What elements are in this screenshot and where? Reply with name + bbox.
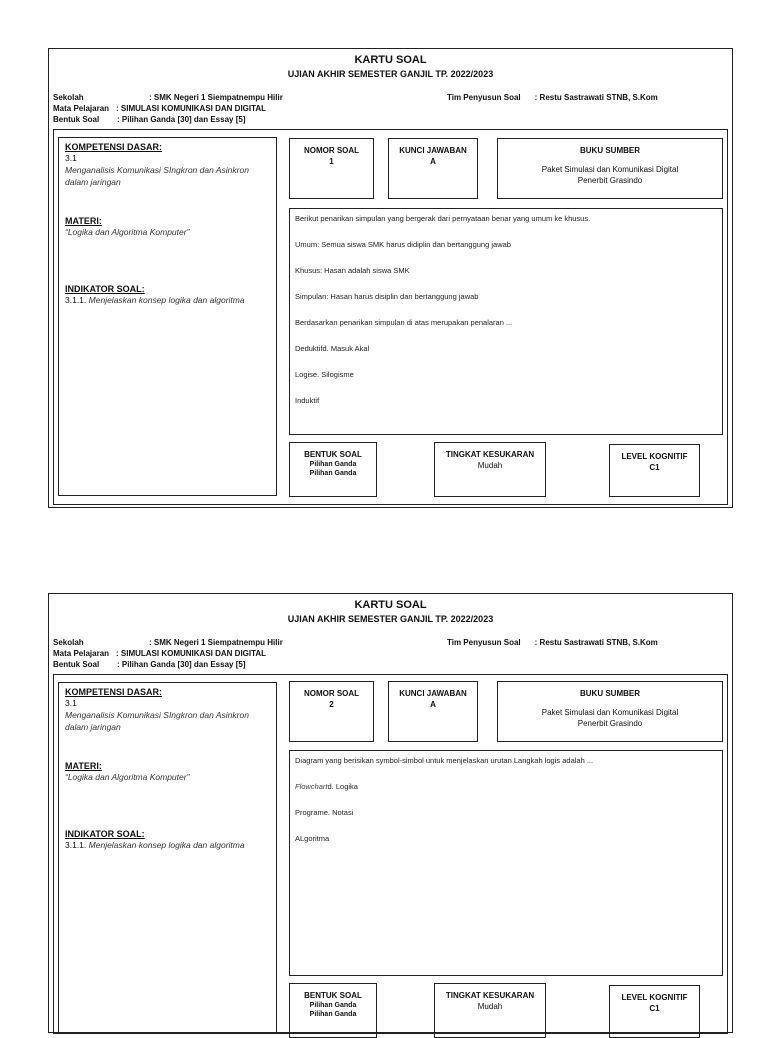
bentuk-soal-box bbox=[289, 442, 377, 497]
tingkat-kesukaran-value: Mudah bbox=[477, 461, 503, 470]
indikator-row bbox=[65, 839, 270, 851]
tingkat-kesukaran-box bbox=[434, 983, 546, 1038]
kunci-jawaban-box bbox=[388, 138, 478, 199]
question-card-2 bbox=[48, 593, 733, 1033]
card-subtitle: UJIAN AKHIR SEMESTER GANJIL TP. 2022/2023 bbox=[287, 614, 494, 624]
answer-option: Programe. Notasi bbox=[295, 808, 354, 817]
answer-option bbox=[295, 781, 717, 807]
kompetensi-number: 3.1 bbox=[65, 153, 77, 163]
card-body bbox=[53, 129, 728, 505]
card-title: KARTU SOAL bbox=[354, 54, 427, 66]
tingkat-kesukaran-value: Mudah bbox=[477, 1002, 503, 1011]
nomor-soal-value: 1 bbox=[329, 157, 334, 166]
nomor-soal-label: NOMOR SOAL bbox=[303, 689, 360, 698]
mapel-label: Mata Pelajaran bbox=[53, 649, 110, 658]
bentuk-soal-value-1: Pilihan Ganda bbox=[309, 1002, 357, 1009]
nomor-soal-box bbox=[289, 681, 374, 742]
bentuk-soal-value-1: Pilihan Ganda bbox=[309, 461, 357, 468]
sekolah-value: : SMK Negeri 1 Siempatnempu Hilir bbox=[149, 638, 283, 647]
flowchart-word: Flowchart bbox=[295, 782, 328, 791]
question-box bbox=[289, 750, 723, 976]
tim-label: Tim Penyusun Soal bbox=[447, 93, 521, 102]
indikator-text: Menjelaskan konsep logika dan algoritma bbox=[88, 295, 245, 305]
level-kognitif-value: C1 bbox=[649, 463, 660, 472]
question-line: Umum: Semua siswa SMK harus didiplin dan bertanggung jawab bbox=[295, 240, 511, 249]
kompetensi-heading: KOMPETENSI DASAR: bbox=[65, 687, 163, 697]
materi-heading: MATERI: bbox=[65, 761, 102, 771]
mapel-value: : SIMULASI KOMUNIKASI DAN DIGITAL bbox=[116, 104, 267, 113]
answer-option: Induktif bbox=[295, 396, 320, 405]
buku-sumber-label: BUKU SUMBER bbox=[580, 689, 640, 698]
nomor-soal-label: NOMOR SOAL bbox=[303, 146, 360, 155]
nomor-soal-box bbox=[289, 138, 374, 199]
bentuk-value: : Pilihan Ganda [30] dan Essay [5] bbox=[117, 115, 246, 124]
materi-text: “Logika dan Algoritma Komputer” bbox=[65, 772, 190, 782]
indikator-number: 3.1.1. bbox=[65, 840, 87, 850]
buku-sumber-value-1: Paket Simulasi dan Komunikasi Digital bbox=[541, 708, 679, 717]
bentuk-row bbox=[53, 660, 245, 669]
mapel-row bbox=[53, 649, 266, 658]
kompetensi-heading: KOMPETENSI DASAR: bbox=[65, 142, 163, 152]
bentuk-label: Bentuk Soal bbox=[53, 115, 100, 124]
card-subtitle: UJIAN AKHIR SEMESTER GANJIL TP. 2022/2023 bbox=[287, 69, 494, 79]
sekolah-row bbox=[53, 638, 283, 647]
mapel-value: : SIMULASI KOMUNIKASI DAN DIGITAL bbox=[116, 649, 267, 658]
answer-option-text: d. Logika bbox=[327, 782, 358, 791]
indikator-number: 3.1.1. bbox=[65, 295, 87, 305]
bentuk-soal-box bbox=[289, 983, 377, 1038]
answer-option: Deduktifd. Masuk Akal bbox=[295, 344, 370, 353]
buku-sumber-box bbox=[497, 138, 723, 199]
bentuk-value: : Pilihan Ganda [30] dan Essay [5] bbox=[117, 660, 246, 669]
level-kognitif-value: C1 bbox=[649, 1004, 660, 1013]
kunci-jawaban-box bbox=[388, 681, 478, 742]
mapel-label: Mata Pelajaran bbox=[53, 104, 110, 113]
buku-sumber-value-1: Paket Simulasi dan Komunikasi Digital bbox=[541, 165, 679, 174]
bentuk-label: Bentuk Soal bbox=[53, 660, 100, 669]
kompetensi-text: Menganalisis Komunikasi SIngkron dan Asinkron dalam jaringan bbox=[65, 710, 249, 732]
sekolah-row bbox=[53, 93, 283, 102]
left-panel bbox=[58, 682, 277, 1034]
materi-heading: MATERI: bbox=[65, 216, 102, 226]
tim-penyusun bbox=[447, 93, 658, 102]
sekolah-label: Sekolah bbox=[53, 93, 84, 102]
indikator-heading: INDIKATOR SOAL: bbox=[65, 284, 145, 294]
tim-penyusun bbox=[447, 638, 658, 647]
bentuk-soal-value-2: Pilihan Ganda bbox=[309, 470, 357, 477]
sekolah-label: Sekolah bbox=[53, 638, 84, 647]
tim-value: : Restu Sastrawati STNB, S.Kom bbox=[534, 93, 658, 102]
card-title: KARTU SOAL bbox=[354, 599, 427, 611]
left-panel bbox=[58, 137, 277, 496]
level-kognitif-box bbox=[609, 444, 700, 497]
question-line: Berdasarkan penarikan simpulan di atas merupakan penalaran ... bbox=[295, 318, 513, 327]
bentuk-soal-label: BENTUK SOAL bbox=[304, 991, 362, 1000]
tingkat-kesukaran-box bbox=[434, 442, 546, 497]
question-box bbox=[289, 208, 723, 435]
answer-option: ALgoritma bbox=[295, 834, 330, 843]
indikator-text: Menjelaskan konsep logika dan algoritma bbox=[88, 840, 245, 850]
buku-sumber-value-2: Penerbit Grasindo bbox=[577, 176, 643, 185]
kunci-jawaban-label: KUNCI JAWABAN bbox=[399, 146, 467, 155]
question-line: Diagram yang berisikan symbol-simbol untuk menjelaskan urutan Langkah logis adalah ... bbox=[295, 756, 594, 765]
kunci-jawaban-value: A bbox=[430, 157, 436, 166]
kompetensi-number: 3.1 bbox=[65, 698, 77, 708]
card-body bbox=[53, 674, 728, 1034]
tingkat-kesukaran-label: TINGKAT KESUKARAN bbox=[445, 991, 535, 1000]
kunci-jawaban-label: KUNCI JAWABAN bbox=[399, 689, 467, 698]
question-line: Khusus: Hasan adalah siswa SMK bbox=[295, 266, 410, 275]
tingkat-kesukaran-label: TINGKAT KESUKARAN bbox=[445, 450, 535, 459]
tim-value: : Restu Sastrawati STNB, S.Kom bbox=[534, 638, 658, 647]
tim-label: Tim Penyusun Soal bbox=[447, 638, 521, 647]
level-kognitif-label: LEVEL KOGNITIF bbox=[621, 993, 688, 1002]
bentuk-row bbox=[53, 115, 245, 124]
buku-sumber-label: BUKU SUMBER bbox=[580, 146, 640, 155]
bentuk-soal-label: BENTUK SOAL bbox=[304, 450, 362, 459]
indikator-heading: INDIKATOR SOAL: bbox=[65, 829, 145, 839]
mapel-row bbox=[53, 104, 266, 113]
level-kognitif-label: LEVEL KOGNITIF bbox=[621, 452, 688, 461]
materi-text: “Logika dan Algoritma Komputer” bbox=[65, 227, 190, 237]
kunci-jawaban-value: A bbox=[430, 700, 436, 709]
buku-sumber-value-2: Penerbit Grasindo bbox=[577, 719, 643, 728]
level-kognitif-box bbox=[609, 985, 700, 1038]
question-line: Simpulan: Hasan harus disiplin dan bertanggung jawab bbox=[295, 292, 479, 301]
sekolah-value: : SMK Negeri 1 Siempatnempu Hilir bbox=[149, 93, 283, 102]
answer-option: Logise. Silogisme bbox=[295, 370, 354, 379]
indikator-row bbox=[65, 294, 270, 306]
bentuk-soal-value-2: Pilihan Ganda bbox=[309, 1011, 357, 1018]
nomor-soal-value: 2 bbox=[329, 700, 334, 709]
kompetensi-text: Menganalisis Komunikasi SIngkron dan Asinkron dalam jaringan bbox=[65, 165, 249, 187]
buku-sumber-box bbox=[497, 681, 723, 742]
question-card-1 bbox=[48, 48, 733, 508]
question-line: Berikut penarikan simpulan yang bergerak dari pernyataan benar yang umum ke khusus. bbox=[295, 214, 591, 223]
